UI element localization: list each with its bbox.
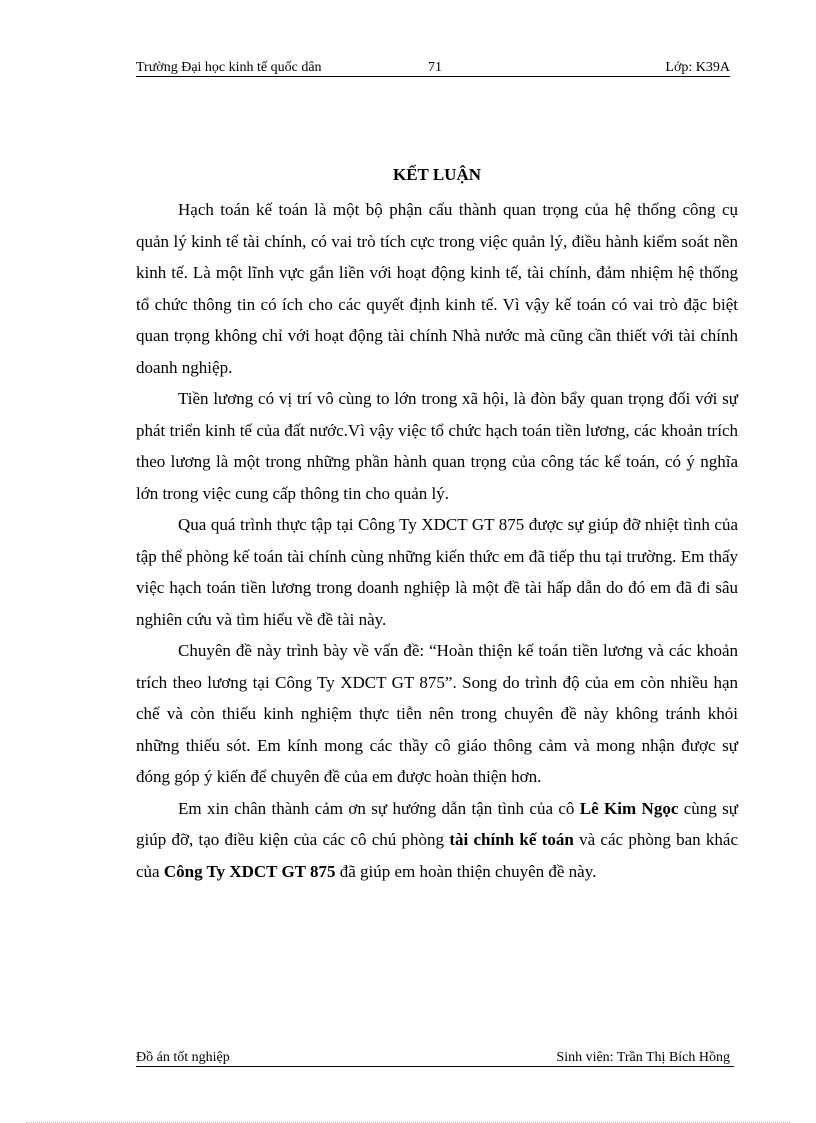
advisor-name: Lê Kim Ngọc (579, 798, 679, 818)
thanks-text-1: Em xin chân thành cảm ơn sự hướng dẫn tận tình của cô (178, 798, 580, 818)
department-name: tài chính kế toán (449, 830, 574, 849)
page-number: 71 (428, 60, 442, 75)
school-name: Trường Đại học kinh tế quốc dân (136, 60, 322, 75)
paragraph-1: Hạch toán kế toán là một bộ phận cấu thành quan trọng của hệ thống công cụ quản lý kinh tế tài chính, có vai trò tích cực trong việc quản lý, điều hành kiểm soát nền kinh tế. Là một lĩnh vực gắn liền với hoạt động kinh tế, tài chính, đảm nhiệm hệ thống tổ chức thông tin có ích cho các quyết định kinh tế. Vì vậy kế toán có vai trò đặc biệt quan trọng không chỉ với hoạt động tài chính Nhà nước mà cũng cần thiết với tài chính doanh nghiệp. (136, 200, 738, 377)
page-title: KẾT LUẬN (392, 165, 481, 184)
document-type: Đồ án tốt nghiệp (136, 1050, 230, 1065)
footer-rule (136, 1066, 734, 1067)
paragraph-2: Tiền lương có vị trí vô cùng to lớn trong xã hội, là đòn bẩy quan trọng đối với sự phát triển kinh tế của đất nước.Vì vậy việc tổ chức hạch toán tiền lương, các khoản trích theo lương là một trong những phần hành quan trọng của công tác kế toán, có ý nghĩa lớn trong việc cung cấp thông tin cho quản lý. (136, 389, 738, 503)
page-footer (136, 1048, 734, 1068)
thanks-text-3: và các phòng ban khác của (136, 830, 739, 881)
paragraph-4: Chuyên đề này trình bày về vấn đề: “Hoàn thiện kế toán tiền lương và các khoản trích theo lương tại Công Ty XDCT GT 875”. Song do trình độ của em còn nhiều hạn chế và còn thiếu kinh nghiệm thực tiễn nên trong chuyên đề này không tránh khỏi những thiếu sót. Em kính mong các thầy cô giáo thông cảm và mong nhận được sự đóng góp ý kiến để chuyên đề của em được hoàn thiện hơn. (136, 641, 738, 786)
conclusion-body (136, 194, 738, 887)
paragraph-3: Qua quá trình thực tập tại Công Ty XDCT GT 875 được sự giúp đỡ nhiệt tình của tập thể phòng kế toán tài chính cùng những kiến thức em đã tiếp thu tại trường. Em thấy việc hạch toán tiền lương trong doanh nghiệp là một đề tài hấp dẫn do đó em đã đi sâu nghiên cứu và tìm hiểu về đề tài này. (136, 515, 738, 629)
company-name: Công Ty XDCT GT 875 (163, 861, 336, 881)
header-rule (136, 76, 730, 77)
thanks-text-4: đã giúp em hoàn thiện chuyên đề này. (335, 861, 597, 881)
paragraph-5 (136, 793, 738, 888)
class-label: Lớp: K39A (665, 60, 730, 75)
student-name: Sinh viên: Trần Thị Bích Hồng (556, 1050, 730, 1065)
page-header (136, 58, 730, 78)
thanks-text-2: cùng sự giúp đỡ, tạo điều kiện của các cô chú phòng (136, 798, 738, 849)
